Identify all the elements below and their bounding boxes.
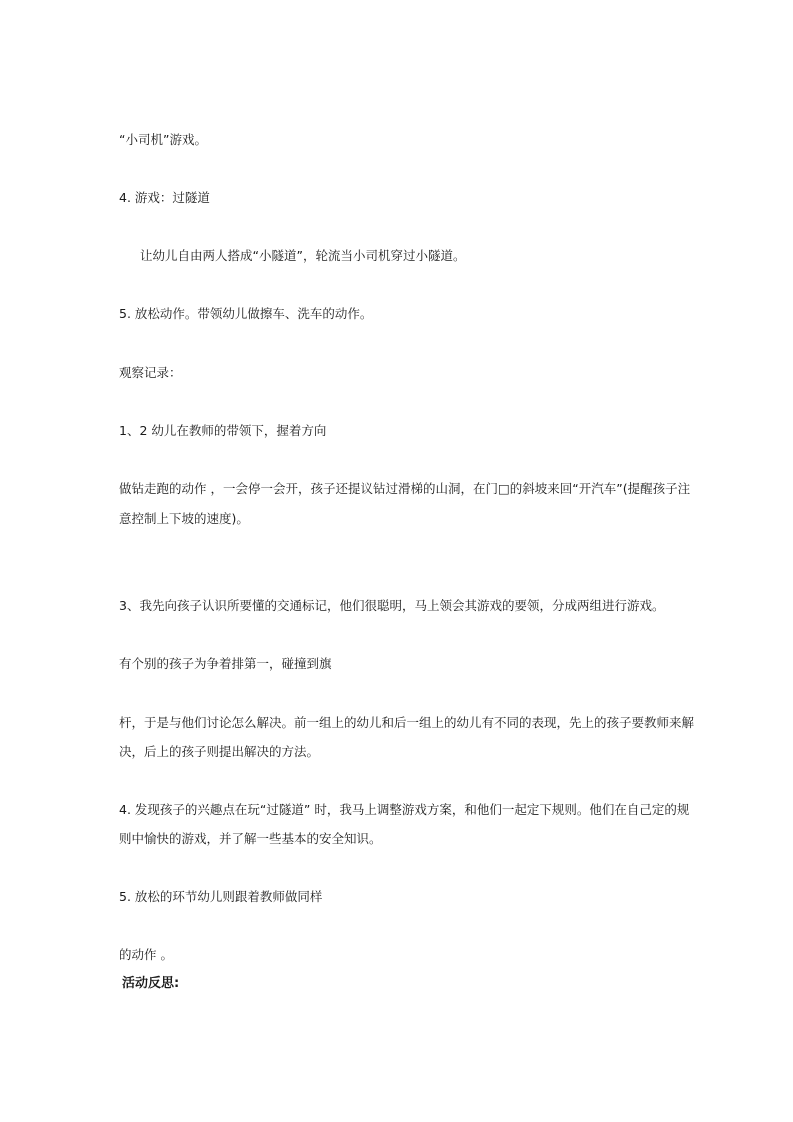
observation-item-5: 5. 放松的环节幼儿则跟着教师做同样 [119,889,323,904]
observation-paragraph-line: 决，后上的孩子则提出解决的方法。 [119,744,320,759]
paragraph-little-driver-game: “小司机”游戏。 [119,132,207,147]
observation-paragraph-line: 杆，于是与他们讨论怎么解决。前一组上的幼儿和后一组上的幼儿有不同的表现，先上的孩子要教师来解 [119,715,695,730]
observation-item-3: 3、我先向孩子认识所要懂的交通标记，他们很聪明，马上领会其游戏的要领，分成两组进行游戏。 [119,598,665,613]
observation-paragraph-line: 则中愉快的游戏，并了解一些基本的安全知识。 [119,831,382,846]
observation-paragraph-line: 意控制上下坡的速度)。 [119,511,249,526]
observation-item-4: 4. 发现孩子的兴趣点在玩“过隧道” 时，我马上调整游戏方案，和他们一起定下规则。他们在自己定的规 [119,802,690,817]
observation-paragraph-line: 的动作 。 [119,947,173,962]
observation-item-1: 1、2 幼儿在教师的带领下，握着方向 [119,423,327,438]
observation-paragraph-line: 做钻走跑的动作 ，一会停一会开，孩子还提议钻过滑梯的山洞，在门□的斜坡来回“开汽车”(提醒孩子注 [119,481,691,496]
paragraph-tunnel-instructions: 让幼儿自由两人搭成“小隧道”，轮流当小司机穿过小隧道。 [140,248,466,263]
heading-observation-record: 观察记录： [119,365,182,380]
heading-tunnel-game: 4. 游戏：过隧道 [119,190,210,205]
heading-activity-reflection: 活动反思: [122,976,180,991]
observation-paragraph-line: 有个别的孩子为争着排第一，碰撞到旗 [119,656,332,671]
paragraph-relax-actions: 5. 放松动作。带领幼儿做擦车、洗车的动作。 [119,306,373,321]
